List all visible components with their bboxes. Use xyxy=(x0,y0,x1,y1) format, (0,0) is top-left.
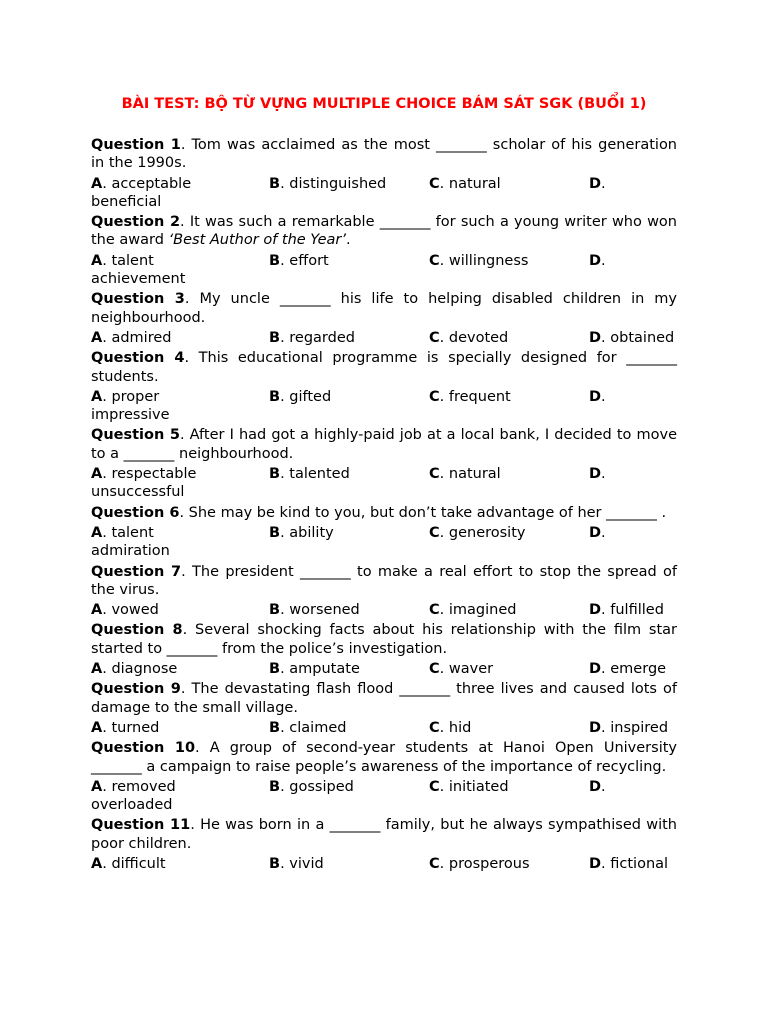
option-text: fulfilled xyxy=(610,602,664,619)
option-d[interactable]: D. emerge xyxy=(589,661,667,678)
option-b[interactable]: B. claimed xyxy=(269,719,347,736)
option-d[interactable]: D. fulfilled xyxy=(589,602,664,619)
option-text: regarded xyxy=(289,329,355,346)
option-d[interactable]: D. fictional xyxy=(589,855,669,872)
question-stem xyxy=(91,504,677,522)
question-10 xyxy=(91,739,677,816)
option-b[interactable]: B. talented xyxy=(269,466,350,483)
question-stem xyxy=(91,213,677,250)
option-d-text[interactable]: overloaded xyxy=(91,797,173,814)
question-label: Question 5 xyxy=(91,427,180,444)
answer-options xyxy=(91,465,677,504)
question-stem xyxy=(91,739,677,776)
option-text: vivid xyxy=(289,855,324,872)
option-a[interactable]: A. difficult xyxy=(91,855,166,872)
option-a[interactable]: A. admired xyxy=(91,329,172,346)
question-3 xyxy=(91,290,677,349)
answer-options xyxy=(91,601,677,621)
option-text: devoted xyxy=(448,329,509,346)
award-title: ‘Best Author of the Year’ xyxy=(168,232,346,249)
option-c[interactable]: C. frequent xyxy=(429,388,511,405)
option-a[interactable]: A. talent xyxy=(91,524,154,541)
option-text: amputate xyxy=(289,661,360,678)
question-label: Question 6 xyxy=(91,504,180,521)
option-text: prosperous xyxy=(448,855,530,872)
option-b[interactable]: B. regarded xyxy=(269,329,355,346)
answer-options xyxy=(91,175,677,214)
option-a[interactable]: A. diagnose xyxy=(91,661,178,678)
option-text: acceptable xyxy=(111,175,192,192)
option-text: respectable xyxy=(111,466,197,483)
option-d-letter[interactable]: D. xyxy=(589,466,606,483)
option-a[interactable]: A. talent xyxy=(91,252,154,269)
question-text: . A group of second-year students at Hanoi Open University _______ a campaign to raise people’s awareness of the importance of recycling. xyxy=(91,740,677,775)
option-text: removed xyxy=(111,778,176,795)
option-c[interactable]: C. willingness xyxy=(429,252,529,269)
question-stem xyxy=(91,349,677,386)
question-text: . My uncle _______ his life to helping disabled children in my neighbourhood. xyxy=(91,291,678,326)
option-text: inspired xyxy=(610,719,669,736)
option-d-text[interactable]: beneficial xyxy=(91,193,162,210)
question-label: Question 1 xyxy=(91,137,181,153)
page-title: BÀI TEST: BỘ TỪ VỰNG MULTIPLE CHOICE BÁM SÁT SGK (BUỔI 1) xyxy=(121,96,647,112)
option-d-letter[interactable]: D. xyxy=(589,175,606,192)
question-8 xyxy=(91,621,677,680)
question-text: . He was born in a _______ family, but he always sympathised with poor children. xyxy=(91,817,677,852)
option-text: diagnose xyxy=(111,661,178,678)
option-text: frequent xyxy=(448,388,511,405)
question-label: Question 8 xyxy=(91,622,183,639)
option-text: willingness xyxy=(448,252,529,269)
option-text: vowed xyxy=(111,602,159,619)
option-text: talent xyxy=(111,252,154,269)
option-text: effort xyxy=(289,252,329,269)
question-text: . This educational programme is specially designed for _______ students. xyxy=(91,350,677,385)
option-b[interactable]: B. effort xyxy=(269,252,329,269)
option-c[interactable]: C. devoted xyxy=(429,329,509,346)
question-label: Question 3 xyxy=(91,291,185,308)
question-label: Question 9 xyxy=(91,681,181,698)
answer-options xyxy=(91,778,677,817)
option-b[interactable]: B. gossiped xyxy=(269,778,354,795)
question-label: Question 2 xyxy=(91,214,181,231)
option-a[interactable]: A. vowed xyxy=(91,602,159,619)
question-11 xyxy=(91,816,677,875)
question-stem xyxy=(91,136,677,173)
option-text: natural xyxy=(448,466,501,483)
question-text: . Several shocking facts about his relationship with the film star started to _______ from the police’s investigation. xyxy=(91,622,677,657)
option-a[interactable]: A. removed xyxy=(91,778,176,795)
option-text: distinguished xyxy=(289,175,387,192)
question-stem xyxy=(91,680,677,717)
question-list xyxy=(91,136,677,875)
option-c[interactable]: C. prosperous xyxy=(429,855,530,872)
option-text: claimed xyxy=(289,719,347,736)
option-c[interactable]: C. natural xyxy=(429,466,501,483)
question-5 xyxy=(91,426,677,503)
option-a[interactable]: A. proper xyxy=(91,388,160,405)
option-d-letter[interactable]: D. xyxy=(589,388,606,405)
option-text: ability xyxy=(289,524,334,541)
option-text: hid xyxy=(448,719,472,736)
question-text-end: . xyxy=(345,232,351,249)
question-text: . Tom was acclaimed as the most _______ scholar of his generation in the 1990s. xyxy=(91,137,677,172)
option-d-text[interactable]: unsuccessful xyxy=(91,484,185,501)
option-b[interactable]: B. gifted xyxy=(269,388,332,405)
option-a[interactable]: A. turned xyxy=(91,719,160,736)
option-b[interactable]: B. distinguished xyxy=(269,175,387,192)
question-text: . The president _______ to make a real effort to stop the spread of the virus. xyxy=(91,563,677,598)
option-b[interactable]: B. vivid xyxy=(269,855,324,872)
option-d-text[interactable]: admiration xyxy=(91,543,170,560)
answer-options xyxy=(91,388,677,427)
option-a[interactable]: A. acceptable xyxy=(91,175,192,192)
option-text: natural xyxy=(448,175,501,192)
question-6 xyxy=(91,504,677,563)
option-d-text[interactable]: impressive xyxy=(91,407,170,424)
option-d[interactable]: D. inspired xyxy=(589,719,669,736)
question-text: . After I had got a highly-paid job at a local bank, I decided to move to a _______ neighbourhood. xyxy=(91,427,677,462)
option-d-letter[interactable]: D. xyxy=(589,524,606,541)
answer-options xyxy=(91,329,677,349)
option-d-letter[interactable]: D. xyxy=(589,252,606,269)
option-a[interactable]: A. respectable xyxy=(91,466,197,483)
option-text: talented xyxy=(289,466,350,483)
option-text: waver xyxy=(448,661,494,678)
option-c[interactable]: C. natural xyxy=(429,175,501,192)
option-text: talent xyxy=(111,524,154,541)
question-4 xyxy=(91,349,677,426)
question-label: Question 7 xyxy=(91,563,182,580)
option-text: difficult xyxy=(111,855,166,872)
question-7 xyxy=(91,563,677,622)
answer-options xyxy=(91,252,677,291)
option-d[interactable]: D. obtained xyxy=(589,329,675,346)
option-c[interactable]: C. generosity xyxy=(429,524,526,541)
option-text: generosity xyxy=(448,524,526,541)
question-2 xyxy=(91,213,677,290)
option-c[interactable]: C. waver xyxy=(429,661,494,678)
answer-options xyxy=(91,719,677,739)
question-label: Question 11 xyxy=(91,817,191,834)
question-stem xyxy=(91,426,677,463)
question-stem xyxy=(91,816,677,853)
option-text: turned xyxy=(111,719,160,736)
option-c[interactable]: C. hid xyxy=(429,719,472,736)
option-c[interactable]: C. initiated xyxy=(429,778,509,795)
option-text: obtained xyxy=(610,329,675,346)
answer-options xyxy=(91,855,677,875)
question-stem xyxy=(91,563,677,600)
option-c[interactable]: C. imagined xyxy=(429,602,517,619)
question-label: Question 4 xyxy=(91,350,185,367)
question-stem xyxy=(91,290,677,327)
answer-options xyxy=(91,524,677,563)
option-text: initiated xyxy=(448,778,509,795)
option-text: worsened xyxy=(289,602,360,619)
question-label: Question 10 xyxy=(91,740,196,757)
option-text: admired xyxy=(111,329,172,346)
question-text: . She may be kind to you, but don’t take advantage of her _______ . xyxy=(179,504,667,521)
option-b[interactable]: B. worsened xyxy=(269,602,360,619)
option-b[interactable]: B. ability xyxy=(269,524,334,541)
option-text: fictional xyxy=(610,855,669,872)
option-text: emerge xyxy=(610,661,667,678)
question-1 xyxy=(91,136,677,213)
option-text: imagined xyxy=(448,602,517,619)
option-text: proper xyxy=(111,388,160,405)
question-text: . It was such a remarkable _______ for such a young writer who won the award xyxy=(91,214,677,249)
question-text: . The devastating flash flood _______ three lives and caused lots of damage to the small village. xyxy=(91,681,678,716)
answer-options xyxy=(91,660,677,680)
question-9 xyxy=(91,680,677,739)
option-text: gifted xyxy=(289,388,332,405)
option-text: gossiped xyxy=(289,778,354,795)
question-stem xyxy=(91,621,677,658)
option-b[interactable]: B. amputate xyxy=(269,661,360,678)
option-d-text[interactable]: achievement xyxy=(91,271,186,288)
option-d-letter[interactable]: D. xyxy=(589,778,606,795)
